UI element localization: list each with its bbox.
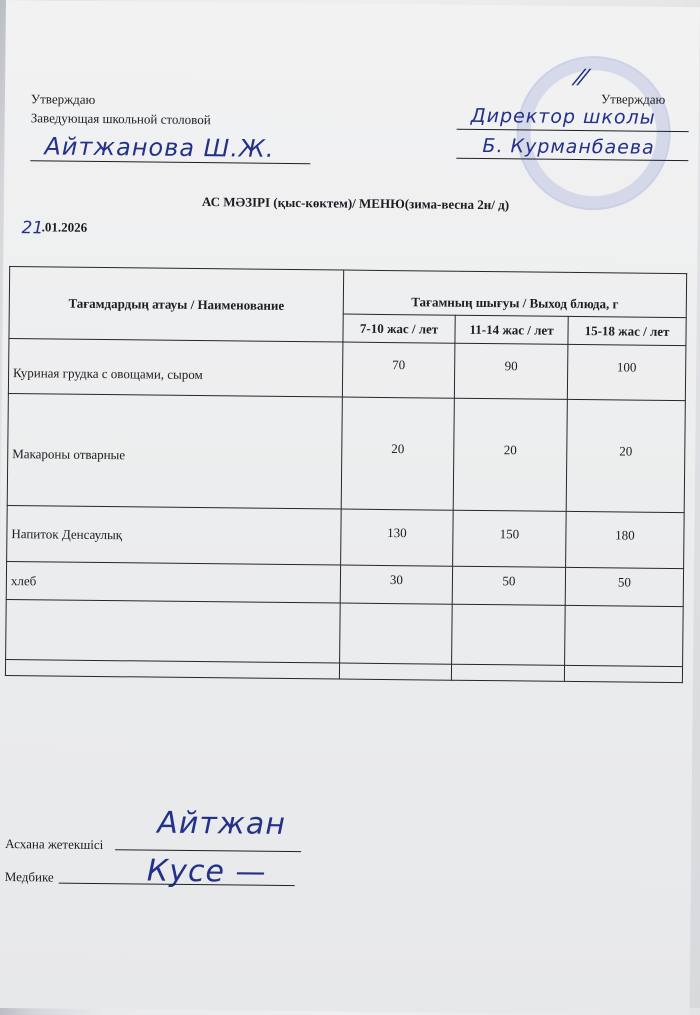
canteen-head-position: Заведующая школьной столовой [30,110,211,128]
approve-right-label: Утверждаю [600,91,666,107]
table-row-empty [6,600,684,667]
age-header-15-18: 15-18 жас / лет [568,316,686,345]
approval-mark: ⁄⁄ [577,65,587,92]
table-row [7,506,685,569]
output-header: Тағамның шығуы / Выход блюда, г [343,270,686,318]
dish-name-header: Тағамдардың атауы / Наименование [9,267,344,342]
portion-value: 130 [341,509,454,566]
portion-value: 180 [566,511,685,568]
dish-name: хлеб [6,562,340,603]
table-row [7,394,685,513]
age-header-11-14: 11-14 жас / лет [455,315,568,344]
age-header-7-10: 7-10 жас / лет [343,314,455,343]
cook-signature-line [115,849,301,852]
portion-value: 50 [565,567,683,606]
portion-value: 20 [566,399,685,512]
dish-name: Напиток Денсаулық [7,506,342,565]
portion-value: 20 [341,397,454,510]
portion-value: 70 [342,342,455,398]
menu-date: .01.2026 [41,219,88,235]
date-day-handwritten: 21 [21,218,44,239]
portion-value: 30 [340,565,452,604]
dish-name: Куриная грудка с овощами, сыром [8,339,343,397]
portion-value: 50 [452,566,565,605]
cook-label: Асхана жетекшісі [5,836,104,853]
dish-name: Макароны отварные [7,394,342,509]
portion-value: 150 [453,510,567,567]
director-position-handwritten: Директор школы [470,104,656,129]
cook-signature: Айтжан [157,805,287,842]
director-name-handwritten: Б. Курманбаева [482,134,655,159]
menu-title: АС МӘЗІРІ (қыс-көктем)/ МЕНЮ(зима-весна 2н/ д) [201,194,510,213]
portion-value: 20 [453,398,567,511]
nurse-label: Медбике [4,869,54,885]
round-stamp [516,55,672,211]
canteen-head-signature: Айтжанова Ш.Ж. [44,132,275,163]
nurse-signature: Кусе — [146,853,267,890]
approve-left-label: Утверждаю [30,91,96,107]
menu-table [5,266,687,683]
table-row [8,339,686,401]
portion-value: 90 [454,343,568,399]
portion-value: 100 [567,344,686,400]
